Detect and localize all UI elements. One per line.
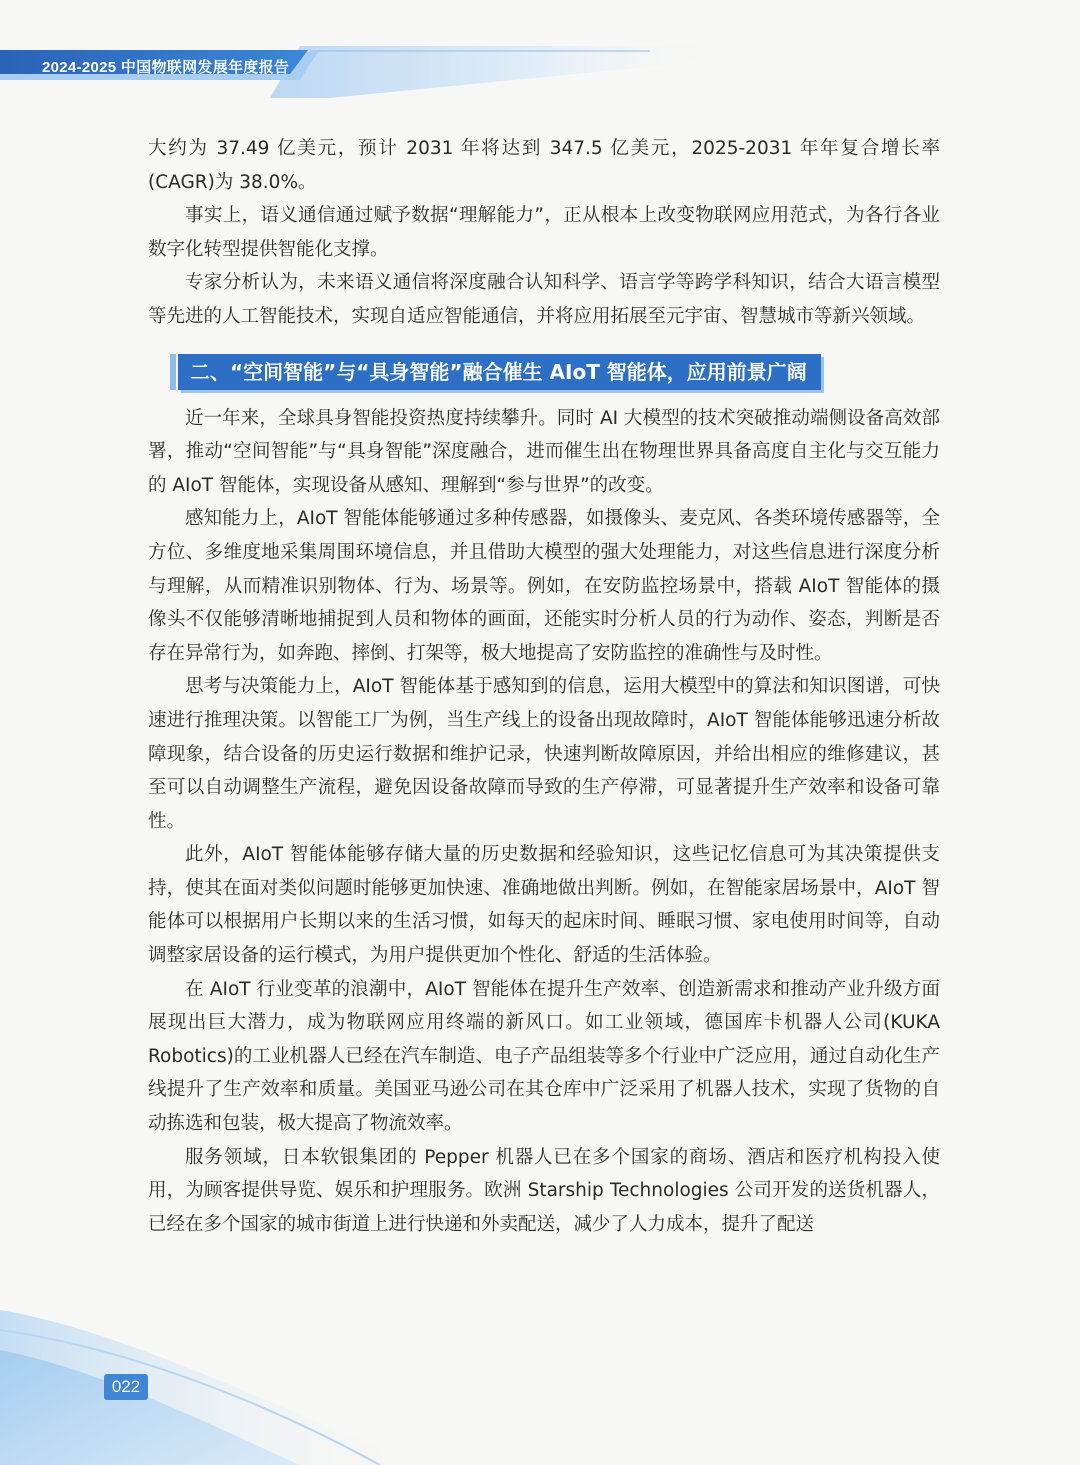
body-paragraph: 近一年来，全球具身智能投资热度持续攀升。同时 AI 大模型的技术突破推动端侧设备高效部署，推动“空间智能”与“具身智能”深度融合，进而催生出在物理世界具备高度自主化与交互能力的 AIoT 智能体，实现设备从感知、理解到“参与世界”的改变。 <box>148 407 940 496</box>
page-number: 022 <box>104 1374 148 1400</box>
main-content <box>148 132 940 1241</box>
header-banner-fade <box>270 46 720 98</box>
section-heading: 二、“空间智能”与“具身智能”融合催生 AIoT 智能体，应用前景广阔 <box>178 354 821 390</box>
paragraphs-before-heading <box>148 132 940 334</box>
header-title: 2024-2025 中国物联网发展年度报告 <box>42 59 290 76</box>
body-paragraph: 在 AIoT 行业变革的浪潮中，AIoT 智能体在提升生产效率、创造新需求和推动产业升级方面展现出巨大潜力，成为物联网应用终端的新风口。如工业领域，德国库卡机器人公司(KUKA Robotics)的工业机器人已经在汽车制造、电子产品组装等多个行业中广泛应用，通过自动化生产线提升了生产效率和质量。美国亚马逊公司在其仓库中广泛采用了机器人技术，实现了货物的自动拣选和包装，极大提高了物流效率。 <box>148 978 940 1135</box>
body-paragraph: 思考与决策能力上，AIoT 智能体基于感知到的信息，运用大模型中的算法和知识图谱，可快速进行推理决策。以智能工厂为例，当生产线上的设备出现故障时，AIoT 智能体能够迅速分析故障现象，结合设备的历史运行数据和维护记录，快速判断故障原因，并给出相应的维修建议，甚至可以自动调整生产流程，避免因设备故障而导致的生产停滞，可显著提升生产效率和设备可靠性。 <box>148 676 940 832</box>
body-paragraph: 此外，AIoT 智能体能够存储大量的历史数据和经验知识，这些记忆信息可为其决策提供支持，使其在面对类似问题时能够更加快速、准确地做出判断。例如，在智能家居场景中，AIoT 智能体可以根据用户长期以来的生活习惯，如每天的起床时间、睡眠习惯、家电使用时间等，自动调整家居设备的运行模式，为用户提供更加个性化、舒适的生活体验。 <box>148 844 940 967</box>
body-paragraph: 服务领域，日本软银集团的 Pepper 机器人已在多个国家的商场、酒店和医疗机构投入使用，为顾客提供导览、娱乐和护理服务。欧洲 Starship Technologies 公司开发的送货机器人，已经在多个国家的城市街道上进行快递和外卖配送，减少了人力成本，提升了配送 <box>148 1146 940 1235</box>
paragraphs-after-heading <box>148 402 940 1242</box>
footer-wave-decoration <box>0 1290 1080 1465</box>
body-paragraph: 感知能力上，AIoT 智能体能够通过多种传感器，如摄像头、麦克风、各类环境传感器等，全方位、多维度地采集周围环境信息，并且借助大模型的强大处理能力，对这些信息进行深度分析与理解，从而精准识别物体、行为、场景等。例如，在安防监控场景中，搭载 AIoT 智能体的摄像头不仅能够清晰地捕捉到人员和物体的画面，还能实时分析人员的行为动作、姿态，判断是否存在异常行为，如奔跑、摔倒、打架等，极大地提高了安防监控的准确性与及时性。 <box>148 508 940 664</box>
body-paragraph: 专家分析认为，未来语义通信将深度融合认知科学、语言学等跨学科知识，结合大语言模型等先进的人工智能技术，实现自适应智能通信，并将应用拓展至元宇宙、智慧城市等新兴领域。 <box>148 272 940 327</box>
body-paragraph: 大约为 37.49 亿美元，预计 2031 年将达到 347.5 亿美元，2025-2031 年年复合增长率(CAGR)为 38.0%。 <box>148 138 940 193</box>
body-paragraph: 事实上，语义通信通过赋予数据“理解能力”，正从根本上改变物联网应用范式，为各行各业数字化转型提供智能化支撑。 <box>148 205 940 260</box>
